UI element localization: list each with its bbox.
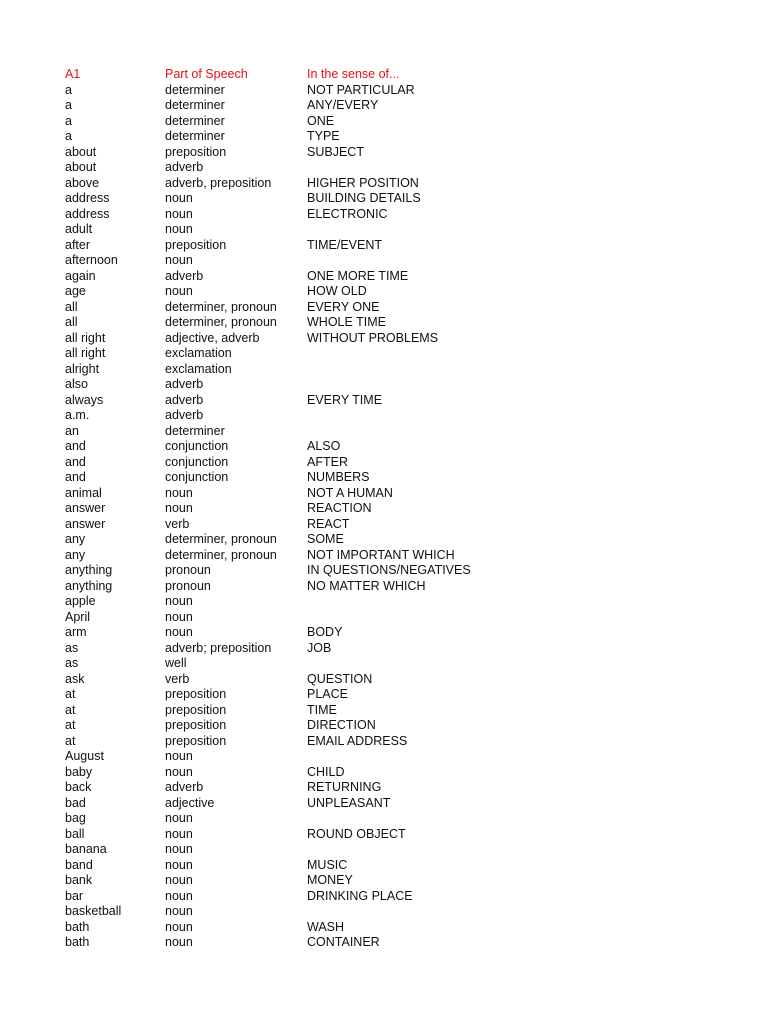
part-of-speech-cell: exclamation bbox=[165, 346, 232, 360]
word-cell: at bbox=[65, 702, 76, 717]
part-of-speech-cell: noun bbox=[165, 919, 193, 934]
word-cell: adult bbox=[65, 222, 93, 236]
word-cell: bank bbox=[65, 873, 93, 887]
word-cell: banana bbox=[65, 842, 107, 856]
part-of-speech-cell: noun bbox=[165, 873, 193, 887]
table-row bbox=[65, 734, 725, 750]
word-cell: all right bbox=[65, 346, 106, 360]
sense-cell: ONE MORE TIME bbox=[307, 268, 409, 283]
sense-cell bbox=[307, 594, 725, 610]
sense-cell: DIRECTION bbox=[307, 718, 376, 732]
table-row bbox=[65, 703, 725, 719]
table-row bbox=[65, 904, 725, 920]
word-cell: about bbox=[65, 144, 97, 159]
word-cell: at bbox=[65, 687, 76, 701]
part-of-speech-cell: pronoun bbox=[165, 563, 211, 577]
word-cell: above bbox=[65, 175, 100, 190]
table-row bbox=[65, 811, 725, 827]
word-cell: anything bbox=[65, 578, 113, 593]
table-row bbox=[65, 486, 725, 502]
word-cell: and bbox=[65, 454, 86, 469]
part-of-speech-cell: noun bbox=[165, 284, 193, 298]
part-of-speech-cell: noun bbox=[165, 904, 193, 918]
word-cell: any bbox=[65, 547, 86, 562]
word-cell: bath bbox=[65, 935, 90, 949]
table-row bbox=[65, 687, 725, 703]
table-row bbox=[65, 377, 725, 393]
sense-cell: QUESTION bbox=[307, 671, 373, 686]
word-cell: ball bbox=[65, 826, 85, 841]
sense-cell: EVERY TIME bbox=[307, 392, 383, 407]
table-row bbox=[65, 765, 725, 781]
part-of-speech-cell: noun bbox=[165, 842, 193, 856]
table-row bbox=[65, 160, 725, 176]
part-of-speech-cell: determiner bbox=[165, 423, 225, 438]
sense-cell bbox=[307, 377, 725, 393]
sense-cell bbox=[307, 160, 725, 176]
header-level: A1 bbox=[65, 67, 81, 81]
word-cell: basketball bbox=[65, 904, 122, 918]
word-cell: again bbox=[65, 268, 96, 283]
table-row bbox=[65, 610, 725, 626]
table-row bbox=[65, 842, 725, 858]
part-of-speech-cell: verb bbox=[165, 671, 190, 686]
sense-cell bbox=[307, 424, 725, 440]
part-of-speech-cell: conjunction bbox=[165, 454, 229, 469]
sense-cell: SOME bbox=[307, 532, 344, 546]
table-row bbox=[65, 873, 725, 889]
word-cell: alright bbox=[65, 361, 100, 376]
sense-cell: UNPLEASANT bbox=[307, 795, 391, 810]
sense-cell: CHILD bbox=[307, 764, 345, 779]
part-of-speech-cell: determiner bbox=[165, 129, 225, 143]
sense-cell: EMAIL ADDRESS bbox=[307, 733, 408, 748]
sense-cell: DRINKING PLACE bbox=[307, 888, 413, 903]
sense-cell: ELECTRONIC bbox=[307, 206, 388, 221]
table-row bbox=[65, 796, 725, 812]
word-cell: all bbox=[65, 315, 78, 329]
word-cell: anything bbox=[65, 563, 113, 577]
part-of-speech-cell: preposition bbox=[165, 702, 227, 717]
table-row bbox=[65, 532, 725, 548]
table-row bbox=[65, 920, 725, 936]
part-of-speech-cell: conjunction bbox=[165, 470, 229, 484]
word-cell: answer bbox=[65, 516, 106, 531]
part-of-speech-cell: noun bbox=[165, 625, 193, 639]
table-row bbox=[65, 114, 725, 130]
sense-cell: ANY/EVERY bbox=[307, 98, 379, 112]
part-of-speech-cell: determiner, pronoun bbox=[165, 315, 277, 329]
word-cell: August bbox=[65, 749, 104, 763]
word-cell: a.m. bbox=[65, 408, 90, 422]
table-row bbox=[65, 563, 725, 579]
word-cell: an bbox=[65, 423, 79, 438]
word-cell: ask bbox=[65, 671, 85, 686]
word-cell: age bbox=[65, 284, 86, 298]
sense-cell: NUMBERS bbox=[307, 470, 370, 484]
word-cell: bar bbox=[65, 888, 84, 903]
part-of-speech-cell: noun bbox=[165, 811, 193, 825]
part-of-speech-cell: adverb bbox=[165, 392, 204, 407]
sense-cell: ALSO bbox=[307, 439, 341, 453]
sense-cell bbox=[307, 346, 725, 362]
word-cell: answer bbox=[65, 501, 106, 515]
sense-cell: TYPE bbox=[307, 129, 340, 143]
part-of-speech-cell: determiner, pronoun bbox=[165, 299, 277, 314]
sense-cell: BUILDING DETAILS bbox=[307, 191, 421, 205]
table-row bbox=[65, 858, 725, 874]
part-of-speech-cell: adverb bbox=[165, 377, 204, 391]
table-row bbox=[65, 470, 725, 486]
part-of-speech-cell: adverb bbox=[165, 160, 204, 174]
word-cell: afternoon bbox=[65, 253, 118, 267]
table-row bbox=[65, 346, 725, 362]
word-cell: and bbox=[65, 439, 86, 453]
part-of-speech-cell: pronoun bbox=[165, 578, 211, 593]
table-row bbox=[65, 284, 725, 300]
table-body bbox=[65, 83, 725, 951]
table-row bbox=[65, 889, 725, 905]
word-cell: at bbox=[65, 733, 76, 748]
part-of-speech-cell: noun bbox=[165, 888, 193, 903]
sense-cell: WHOLE TIME bbox=[307, 315, 386, 329]
table-row bbox=[65, 362, 725, 378]
part-of-speech-cell: noun bbox=[165, 485, 193, 500]
sense-cell bbox=[307, 811, 725, 827]
word-cell: any bbox=[65, 532, 86, 546]
part-of-speech-cell: determiner bbox=[165, 113, 225, 128]
vocabulary-table bbox=[65, 67, 725, 951]
sense-cell: PLACE bbox=[307, 687, 348, 701]
part-of-speech-cell: adjective, adverb bbox=[165, 330, 260, 345]
sense-cell: NOT A HUMAN bbox=[307, 485, 393, 500]
part-of-speech-cell: noun bbox=[165, 609, 193, 624]
word-cell: band bbox=[65, 857, 93, 872]
sense-cell bbox=[307, 362, 725, 378]
table-row bbox=[65, 625, 725, 641]
part-of-speech-cell: noun bbox=[165, 191, 193, 205]
part-of-speech-cell: noun bbox=[165, 749, 193, 763]
part-of-speech-cell: noun bbox=[165, 206, 193, 221]
part-of-speech-cell: noun bbox=[165, 222, 193, 236]
word-cell: after bbox=[65, 237, 91, 252]
table-row bbox=[65, 300, 725, 316]
table-row bbox=[65, 424, 725, 440]
word-cell: address bbox=[65, 206, 110, 221]
part-of-speech-cell: noun bbox=[165, 935, 193, 949]
table-row bbox=[65, 517, 725, 533]
sense-cell bbox=[307, 904, 725, 920]
sense-cell bbox=[307, 656, 725, 672]
sense-cell: MONEY bbox=[307, 873, 353, 887]
part-of-speech-cell: determiner bbox=[165, 82, 225, 97]
sense-cell: TIME bbox=[307, 702, 337, 717]
part-of-speech-cell: adverb bbox=[165, 268, 204, 283]
table-row bbox=[65, 594, 725, 610]
part-of-speech-cell: noun bbox=[165, 501, 193, 515]
part-of-speech-cell: noun bbox=[165, 826, 193, 841]
table-row bbox=[65, 238, 725, 254]
part-of-speech-cell: noun bbox=[165, 594, 193, 608]
sense-cell: HIGHER POSITION bbox=[307, 175, 419, 190]
sense-cell: NOT IMPORTANT WHICH bbox=[307, 547, 455, 562]
table-row bbox=[65, 191, 725, 207]
table-row bbox=[65, 331, 725, 347]
sense-cell: BODY bbox=[307, 625, 343, 639]
word-cell: all bbox=[65, 299, 78, 314]
word-cell: back bbox=[65, 780, 92, 794]
sense-cell: EVERY ONE bbox=[307, 299, 380, 314]
sense-cell bbox=[307, 222, 725, 238]
sense-cell: REACTION bbox=[307, 501, 372, 515]
word-cell: also bbox=[65, 377, 88, 391]
sense-cell: HOW OLD bbox=[307, 284, 367, 298]
part-of-speech-cell: adverb; preposition bbox=[165, 640, 272, 655]
part-of-speech-cell: conjunction bbox=[165, 439, 229, 453]
table-row bbox=[65, 672, 725, 688]
word-cell: bag bbox=[65, 811, 86, 825]
part-of-speech-cell: determiner, pronoun bbox=[165, 547, 277, 562]
sense-cell: MUSIC bbox=[307, 857, 348, 872]
table-row bbox=[65, 393, 725, 409]
sense-cell: TIME/EVENT bbox=[307, 237, 383, 252]
word-cell: always bbox=[65, 392, 104, 407]
table-row bbox=[65, 827, 725, 843]
word-cell: arm bbox=[65, 625, 87, 639]
table-row bbox=[65, 780, 725, 796]
table-row bbox=[65, 207, 725, 223]
sense-cell: RETURNING bbox=[307, 780, 382, 794]
word-cell: as bbox=[65, 640, 79, 655]
word-cell: address bbox=[65, 191, 110, 205]
word-cell: animal bbox=[65, 485, 102, 500]
table-row bbox=[65, 408, 725, 424]
table-row bbox=[65, 315, 725, 331]
word-cell: a bbox=[65, 82, 72, 97]
sense-cell: ROUND OBJECT bbox=[307, 826, 406, 841]
word-cell: as bbox=[65, 656, 79, 670]
sense-cell: CONTAINER bbox=[307, 935, 380, 949]
word-cell: about bbox=[65, 160, 97, 174]
table-row bbox=[65, 641, 725, 657]
word-cell: at bbox=[65, 718, 76, 732]
sense-cell: IN QUESTIONS/NEGATIVES bbox=[307, 563, 471, 577]
table-row bbox=[65, 269, 725, 285]
table-row bbox=[65, 548, 725, 564]
part-of-speech-cell: exclamation bbox=[165, 361, 232, 376]
part-of-speech-cell: preposition bbox=[165, 237, 227, 252]
part-of-speech-cell: determiner, pronoun bbox=[165, 532, 277, 546]
word-cell: and bbox=[65, 470, 86, 484]
sense-cell: WITHOUT PROBLEMS bbox=[307, 330, 439, 345]
sense-cell bbox=[307, 610, 725, 626]
table-row bbox=[65, 129, 725, 145]
word-cell: a bbox=[65, 98, 72, 112]
table-row bbox=[65, 935, 725, 951]
part-of-speech-cell: noun bbox=[165, 764, 193, 779]
word-cell: a bbox=[65, 113, 72, 128]
sense-cell: JOB bbox=[307, 640, 332, 655]
word-cell: bath bbox=[65, 919, 90, 934]
part-of-speech-cell: preposition bbox=[165, 718, 227, 732]
header-sense: In the sense of... bbox=[307, 67, 400, 81]
table-row bbox=[65, 718, 725, 734]
table-row bbox=[65, 83, 725, 99]
part-of-speech-cell: verb bbox=[165, 516, 190, 531]
sense-cell bbox=[307, 749, 725, 765]
part-of-speech-cell: adverb bbox=[165, 780, 204, 794]
table-row bbox=[65, 253, 725, 269]
word-cell: all right bbox=[65, 330, 106, 345]
table-row bbox=[65, 455, 725, 471]
sense-cell: SUBJECT bbox=[307, 144, 364, 159]
sense-cell: NOT PARTICULAR bbox=[307, 82, 415, 97]
part-of-speech-cell: adverb, preposition bbox=[165, 175, 272, 190]
word-cell: baby bbox=[65, 764, 93, 779]
part-of-speech-cell: adverb bbox=[165, 408, 204, 422]
table-row bbox=[65, 98, 725, 114]
part-of-speech-cell: preposition bbox=[165, 144, 227, 159]
sense-cell: REACT bbox=[307, 516, 350, 531]
table-row bbox=[65, 501, 725, 517]
table-row bbox=[65, 222, 725, 238]
table-row bbox=[65, 579, 725, 595]
part-of-speech-cell: well bbox=[165, 656, 187, 670]
part-of-speech-cell: noun bbox=[165, 253, 193, 267]
sense-cell: WASH bbox=[307, 919, 345, 934]
part-of-speech-cell: noun bbox=[165, 857, 193, 872]
sense-cell: NO MATTER WHICH bbox=[307, 578, 426, 593]
word-cell: a bbox=[65, 129, 72, 143]
sense-cell bbox=[307, 408, 725, 424]
word-cell: bad bbox=[65, 795, 86, 810]
table-row bbox=[65, 145, 725, 161]
part-of-speech-cell: determiner bbox=[165, 98, 225, 112]
part-of-speech-cell: preposition bbox=[165, 687, 227, 701]
part-of-speech-cell: preposition bbox=[165, 733, 227, 748]
part-of-speech-cell: adjective bbox=[165, 795, 215, 810]
header-part-of-speech: Part of Speech bbox=[165, 67, 248, 81]
word-cell: apple bbox=[65, 594, 96, 608]
table-row bbox=[65, 749, 725, 765]
table-header-row bbox=[65, 67, 725, 83]
sense-cell: AFTER bbox=[307, 454, 348, 469]
table-row bbox=[65, 176, 725, 192]
sense-cell bbox=[307, 253, 725, 269]
table-row bbox=[65, 439, 725, 455]
sense-cell bbox=[307, 842, 725, 858]
table-row bbox=[65, 656, 725, 672]
sense-cell: ONE bbox=[307, 113, 335, 128]
word-cell: April bbox=[65, 609, 91, 624]
